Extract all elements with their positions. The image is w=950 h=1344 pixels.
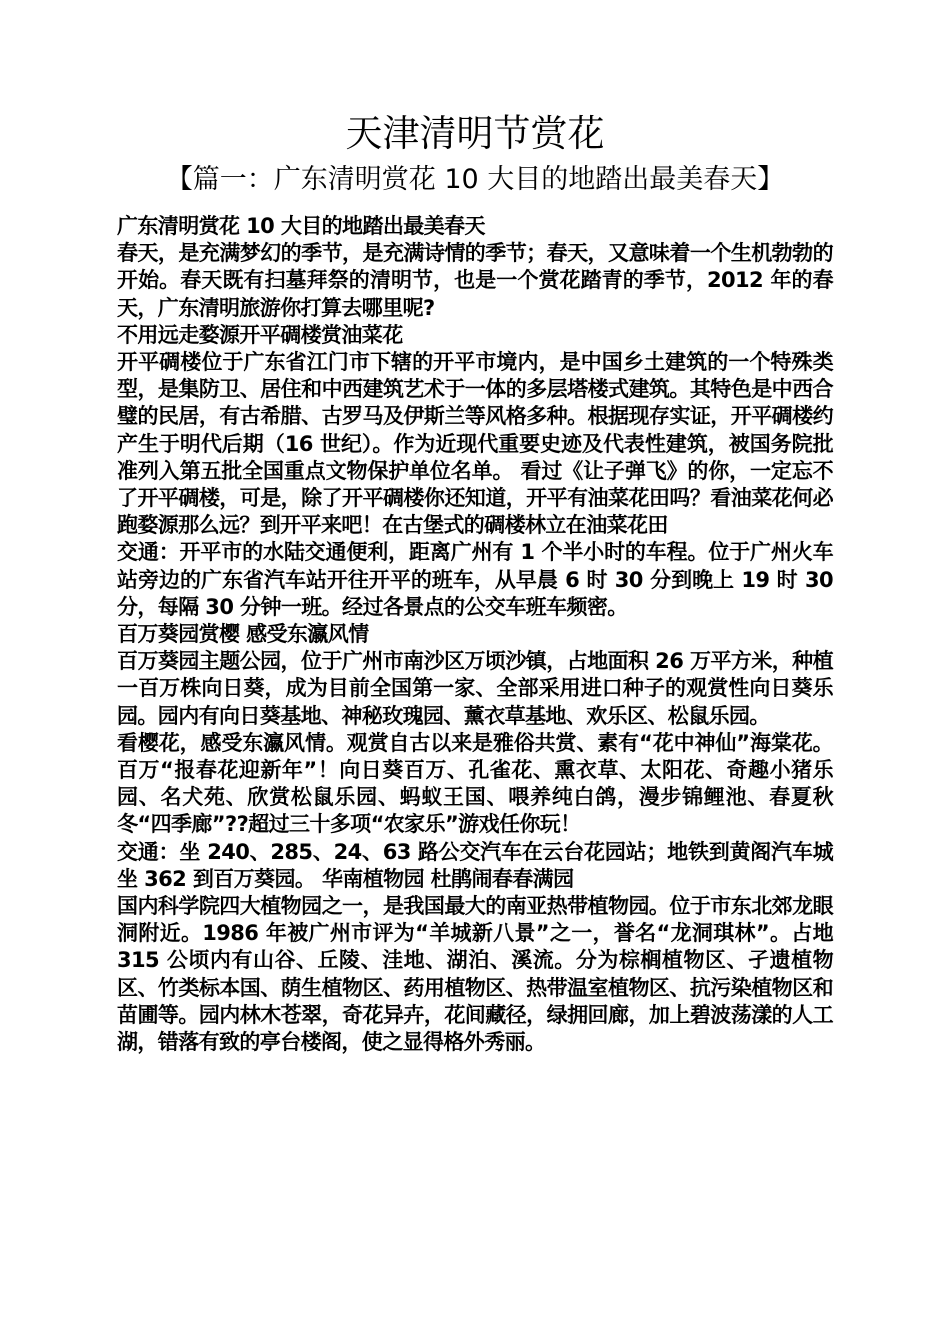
- paragraph-spring-intro: 春天，是充满梦幻的季节，是充满诗情的季节；春天，又意味着一个生机勃勃的开始。春天既有扫墓拜祭的清明节，也是一个赏花踏青的季节，2012 年的春天，广东清明旅游你打算去哪里呢?: [117, 241, 833, 320]
- paragraph-botanical-garden: 国内科学院四大植物园之一，是我国最大的南亚热带植物园。位于市东北郊龙眼洞附近。1986 年被广州市评为“羊城新八景”之一，誉名“龙洞琪林”。占地 315 公顷内有山谷、丘陵、洼地、湖泊、溪流。分为棕榈植物区、孑遗植物区、竹类标本国、荫生植物区、药用植物区、热带温室植物区、抗污染植物区和苗圃等。园内林木苍翠，奇花异卉，花间藏径，绿拥回廊，加上碧波荡漾的人工湖，错落有致的亭台楼阁，使之显得格外秀丽。: [117, 894, 833, 1055]
- paragraph-sunflower-park-transport: 交通：坐 240、285、24、63 路公交汽车在云台花园站；地铁到黄阁汽车城坐 362 到百万葵园。 华南植物园 杜鹃闹春春满园: [117, 839, 833, 891]
- document-title: 天津清明节赏花: [345, 112, 605, 155]
- section-heading-guangdong: 广东清明赏花 10 大目的地踏出最美春天: [117, 214, 485, 238]
- document-body: [117, 213, 833, 1056]
- paragraph-kaiping-transport: 交通：开平市的水陆交通便利，距离广州有 1 个半小时的车程。位于广州火车站旁边的广东省汽车站开往开平的班车，从早晨 6 时 30 分到晚上 19 时 30 分，每隔 30 分钟一班。经过各景点的公交车班车频密。: [117, 540, 833, 619]
- paragraph-kaiping-diaolou: 开平碉楼位于广东省江门市下辖的开平市境内，是中国乡土建筑的一个特殊类型，是集防卫、居住和中西建筑艺术于一体的多层塔楼式建筑。其特色是中西合璧的民居，有古希腊、古罗马及伊斯兰等风格多种。根据现存实证，开平碉楼约产生于明代后期（16 世纪）。作为近现代重要史迹及代表性建筑，被国务院批准列入第五批全国重点文物保护单位名单。 看过《让子弹飞》的你，一定忘不了开平碉楼，可是，除了开平碉楼你还知道，开平有油菜花田吗？看油菜花何必跑婺源那么远？到开平来吧！在古堡式的碉楼林立在油菜花田: [117, 350, 833, 538]
- paragraph-sunflower-park-sakura: 看樱花，感受东瀛风情。观赏自古以来是雅俗共赏、素有“花中神仙”海棠花。百万“报春花迎新年”！向日葵百万、孔雀花、熏衣草、太阳花、奇趣小猪乐园、名犬苑、欣赏松鼠乐园、蚂蚁王国、喂养纯白鸽，漫步锦鲤池、春夏秋冬“四季廊”??超过三十多项“农家乐”游戏任你玩！: [117, 730, 833, 837]
- section-heading-sunflower-park: 百万葵园赏樱 感受东瀛风情: [117, 622, 369, 647]
- section-heading-kaiping: 不用远走婺源开平碉楼赏油菜花: [117, 322, 403, 347]
- paragraph-sunflower-park-intro: 百万葵园主题公园，位于广州市南沙区万顷沙镇，占地面积 26 万平方米，种植一百万株向日葵，成为目前全国第一家、全部采用进口种子的观赏性向日葵乐园。园内有向日葵基地、神秘玫瑰园、薰衣草基地、欢乐区、松鼠乐园。: [117, 649, 833, 728]
- document-subtitle: 【篇一：广东清明赏花 10 大目的地踏出最美春天】: [165, 164, 785, 195]
